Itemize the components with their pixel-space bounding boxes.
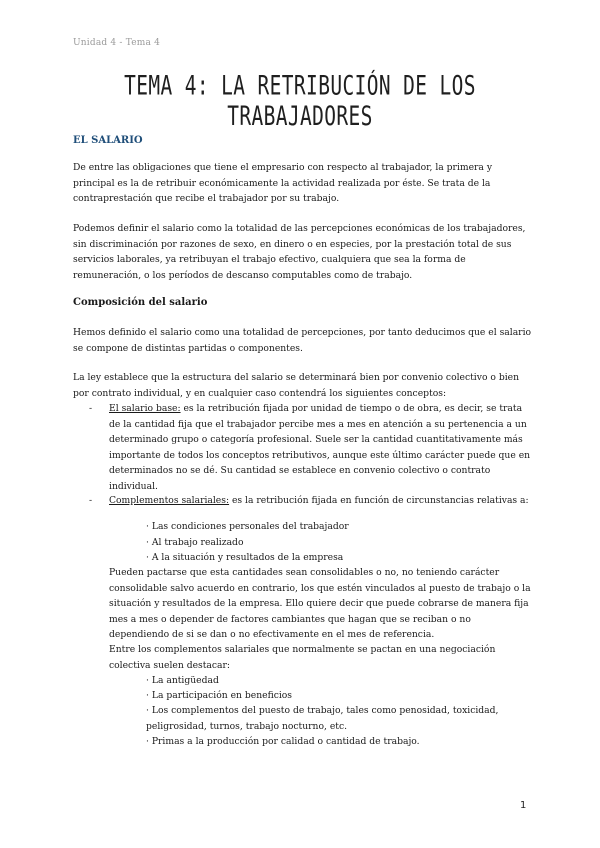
paragraph-negociacion: Entre los complementos salariales que normalmente se pactan en una negociación colectiva suelen destacar: xyxy=(109,644,496,671)
sub-item: · A la situación y resultados de la empresa xyxy=(146,552,344,563)
page-number: 1 xyxy=(520,800,527,811)
definition-salario-base: es la retribución fijada por unidad de tiempo o de obra, es decir, se trata de la cantidad fija que el trabajador percibe mes a mes en atención a su pertenencia a un determinado grupo o categoría profesional. Suele ser la cantidad cuantitativamente más importante de todos los conceptos retributivos, aunque este último carácter puede que en determinados no se dé. Su cantidad se establece en convenio colectivo o contrato individual. xyxy=(109,403,531,492)
definition-complementos: es la retribución fijada en función de circunstancias relativas a: xyxy=(229,495,529,506)
sub-item: · Al trabajo realizado xyxy=(146,537,244,548)
sub-item: · Los complementos del puesto de trabajo, tales como penosidad, toxicidad, peligrosidad, turnos, trabajo nocturno, etc. xyxy=(146,705,499,732)
term-complementos: Complementos salariales: xyxy=(109,495,230,506)
section-heading-composicion: Composición del salario xyxy=(73,297,208,308)
paragraph-totalidad: Hemos definido el salario como una totalidad de percepciones, por tanto deducimos que el salario se compone de distintas partidas o componentes. xyxy=(73,327,532,354)
sub-item: · Primas a la producción por calidad o cantidad de trabajo. xyxy=(146,736,420,747)
section-heading-salario: EL SALARIO xyxy=(73,135,143,146)
bullet-marker: - xyxy=(89,403,93,414)
paragraph-obligaciones: De entre las obligaciones que tiene el empresario con respecto al trabajador, la primera y principal es la de retribuir económicamente la actividad realizada por éste. Se trata de la contraprestación que recibe el trabajador por su trabajo. xyxy=(73,162,493,204)
bullet-marker: - xyxy=(89,495,93,506)
document-title: TEMA 4: LA RETRIBUCIÓN DE LOS TRABAJADORES xyxy=(124,70,476,132)
paragraph-definicion: Podemos definir el salario como la totalidad de las percepciones económicas de los trabajadores, sin discriminación por razones de sexo, en dinero o en especies, por la prestación total de sus servicios laborales, ya retribuyan el trabajo efectivo, cualquiera que sea la forma de remuneración, o los períodos de descanso computables como de trabajo. xyxy=(73,223,526,281)
sub-item: · La antigüedad xyxy=(146,675,219,686)
term-salario-base: El salario base: xyxy=(109,403,181,414)
paragraph-consolidables: Pueden pactarse que esta cantidades sean consolidables o no, no teniendo carácter consolidable salvo acuerdo en contrario, los que estén vinculados al puesto de trabajo o la situación y resultados de la empresa. Ello quiere decir que puede cobrarse de manera fija mes a mes o depender de factores cambiantes que hagan que se reciban o no dependiendo de si se dan o no efectivamente en el mes de referencia. xyxy=(109,567,531,640)
page-header: Unidad 4 - Tema 4 xyxy=(73,38,161,48)
paragraph-ley: La ley establece que la estructura del salario se determinará bien por convenio colectivo o bien por contrato individual, y en cualquier caso contendrá los siguientes conceptos: xyxy=(73,372,520,399)
sub-item: · Las condiciones personales del trabajador xyxy=(146,521,349,532)
sub-item: · La participación en beneficios xyxy=(146,690,293,701)
